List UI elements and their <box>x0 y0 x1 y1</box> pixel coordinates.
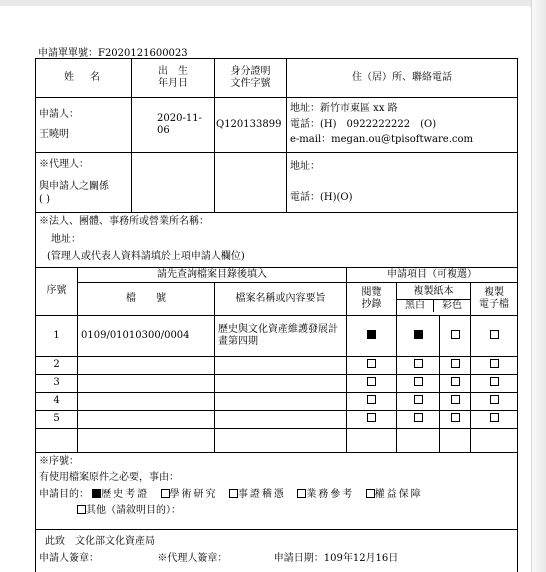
record-bw-cell <box>397 357 440 375</box>
color-checkbox[interactable] <box>451 330 460 339</box>
applicant-contact-cell <box>287 98 518 153</box>
record-seq: 2 <box>36 357 78 375</box>
record-file-name[interactable]: 歷史與文化資產維護發展計畫第四期 <box>215 316 347 357</box>
application-form-table <box>35 58 518 572</box>
purpose-checkbox-evidence[interactable] <box>229 489 238 498</box>
seq-label: ※序號： <box>39 456 79 467</box>
copy-paper-sub-header <box>397 299 470 313</box>
table-row <box>36 393 518 411</box>
applicant-signature-label: 申請人簽章： <box>39 552 99 564</box>
file-name-header: 檔案名稱或內容要旨 <box>215 283 347 316</box>
id-header <box>215 59 287 98</box>
name-header: 姓 名 <box>36 59 132 98</box>
agent-birth-cell <box>132 153 215 213</box>
applicant-address: 地址：新竹市東區 xx 路 <box>290 103 398 115</box>
record-color-cell <box>440 375 471 393</box>
record-seq: 5 <box>36 411 78 429</box>
purpose-option-evidence: 事證稽憑 <box>237 489 286 500</box>
purpose-other-line <box>39 505 514 518</box>
record-file-name[interactable] <box>215 411 347 429</box>
corporation-cell <box>36 213 518 268</box>
empty-cell <box>471 429 518 453</box>
digital-checkbox[interactable] <box>490 395 499 404</box>
purpose-checkbox-history[interactable] <box>92 489 101 498</box>
digital-checkbox[interactable] <box>490 377 499 386</box>
purpose-option-academic: 學術研究 <box>169 489 218 500</box>
record-bw-cell <box>397 411 440 429</box>
purpose-checkbox-rights[interactable] <box>366 489 375 498</box>
agent-contact-cell <box>287 153 518 213</box>
table-row <box>36 429 518 453</box>
record-file-name[interactable] <box>215 393 347 411</box>
applicant-birth-line1: 2020-11- <box>157 112 202 124</box>
read-checkbox[interactable] <box>367 413 376 422</box>
agent-id-cell <box>215 153 287 213</box>
empty-cell <box>36 429 78 453</box>
purpose-cell <box>36 453 518 530</box>
purpose-option-history: 歷史考證 <box>101 489 150 500</box>
record-read-cell <box>347 357 397 375</box>
address-header: 住（居）所、聯絡電話 <box>287 59 518 98</box>
record-color-cell <box>440 393 471 411</box>
record-digital-cell <box>471 357 518 375</box>
corporation-address-label: 地址： <box>51 233 81 245</box>
purpose-checkbox-other[interactable] <box>77 505 86 514</box>
record-file-name[interactable] <box>215 375 347 393</box>
record-digital-cell <box>471 375 518 393</box>
digital-header-line2: 電子檔 <box>479 299 510 310</box>
id-header-line1: 身分證明 <box>230 65 271 77</box>
digital-checkbox[interactable] <box>490 413 499 422</box>
record-file-no[interactable] <box>78 393 215 411</box>
read-checkbox[interactable] <box>367 395 376 404</box>
read-checkbox[interactable] <box>367 359 376 368</box>
bw-checkbox[interactable] <box>414 330 423 339</box>
record-read-cell <box>347 375 397 393</box>
record-read-cell <box>347 411 397 429</box>
record-digital-cell <box>471 393 518 411</box>
purpose-label: 申請目的： <box>39 489 89 500</box>
color-checkbox[interactable] <box>451 377 460 386</box>
record-bw-cell <box>397 375 440 393</box>
read-checkbox[interactable] <box>367 377 376 386</box>
copy-paper-label: 複製紙本 <box>413 286 454 297</box>
purpose-line <box>39 489 514 502</box>
purpose-option-business: 業務參考 <box>306 489 355 500</box>
record-seq: 3 <box>36 375 78 393</box>
applicant-birth-line2: 06 <box>157 125 170 136</box>
empty-cell <box>440 429 471 453</box>
copy-paper-header <box>397 283 471 316</box>
application-date: 申請日期：109年12月16日 <box>273 552 399 564</box>
bw-checkbox[interactable] <box>414 377 423 386</box>
applicant-name: 王曉明 <box>39 129 69 140</box>
record-file-name[interactable] <box>215 357 347 375</box>
record-file-no[interactable] <box>78 375 215 393</box>
corporation-name-label: ※法人、團體、事務所或營業所名稱： <box>39 216 209 228</box>
bw-header: 黑白 <box>397 300 434 313</box>
empty-cell <box>215 429 347 453</box>
agent-address: 地址： <box>290 161 320 172</box>
record-bw-cell <box>397 316 440 357</box>
table-row <box>36 375 518 393</box>
applicant-phone: 電話：(H) 0922222222 (O) <box>290 118 437 130</box>
record-digital-cell <box>471 316 518 357</box>
addressee: 此致 文化部文化資產局 <box>45 536 155 547</box>
digital-checkbox[interactable] <box>490 330 499 339</box>
id-header-line2: 文件字號 <box>230 78 271 89</box>
apply-items-header: 申請項目（可複選） <box>347 268 518 283</box>
table-row <box>36 411 518 429</box>
birth-header <box>132 59 215 98</box>
applicant-birth-cell <box>132 98 215 153</box>
table-row <box>36 316 518 357</box>
color-header: 彩色 <box>442 299 462 311</box>
record-read-cell <box>347 316 397 357</box>
agent-phone: 電話：(H)(O) <box>290 191 353 203</box>
agent-relation-paren: ( ) <box>39 193 50 205</box>
empty-cell <box>347 429 397 453</box>
agent-signature-label: ※代理人簽章： <box>157 552 228 564</box>
record-file-no[interactable] <box>78 357 215 375</box>
agent-relation: 與申請人之關係 <box>39 181 109 193</box>
bw-checkbox[interactable] <box>414 359 423 368</box>
corporation-note: (管理人或代表人資料請填於上項申請人欄位) <box>47 251 245 263</box>
read-header <box>347 283 397 316</box>
color-checkbox[interactable] <box>451 413 460 422</box>
signature-line <box>39 553 514 566</box>
seq-header: 序號 <box>36 268 78 316</box>
bw-checkbox[interactable] <box>414 395 423 404</box>
record-read-cell <box>347 393 397 411</box>
record-file-no[interactable]: 0109/01010300/0004 <box>78 316 215 357</box>
empty-cell <box>78 429 215 453</box>
agent-cell <box>36 153 132 213</box>
necessity-label: 有使用檔案原件之必要，事由： <box>39 471 179 483</box>
birth-header-line2: 年月日 <box>158 78 188 89</box>
record-color-cell <box>440 411 471 429</box>
record-color-cell <box>440 357 471 375</box>
applicant-email: e-mail：megan.ou@tpisoftware.com <box>290 134 473 146</box>
table-row <box>36 357 518 375</box>
read-header-line1: 閱覽 <box>361 286 382 298</box>
birth-header-line1: 出 生 <box>158 65 188 77</box>
color-checkbox[interactable] <box>451 359 460 368</box>
digital-checkbox[interactable] <box>490 359 499 368</box>
color-checkbox[interactable] <box>451 395 460 404</box>
read-header-line2: 抄錄 <box>361 299 382 310</box>
purpose-option-rights: 權益保障 <box>374 489 423 500</box>
record-digital-cell <box>471 411 518 429</box>
record-bw-cell <box>397 393 440 411</box>
purpose-checkbox-business[interactable] <box>297 489 306 498</box>
record-seq: 4 <box>36 393 78 411</box>
applicant-cell <box>36 98 132 153</box>
applicant-label: 申請人： <box>39 108 79 120</box>
lookup-header: 請先查詢檔案目錄後填入 <box>78 268 347 283</box>
signature-cell <box>36 530 518 572</box>
applicant-id-number: Q120133899 <box>215 98 287 153</box>
digital-header-line1: 複製 <box>484 286 505 298</box>
read-checkbox[interactable] <box>367 330 376 339</box>
record-file-no[interactable] <box>78 411 215 429</box>
application-number: 申請單單號：F2020121600023 <box>38 48 188 59</box>
record-seq: 1 <box>36 316 78 357</box>
digital-header <box>471 283 518 316</box>
bw-checkbox[interactable] <box>414 413 423 422</box>
purpose-checkbox-academic[interactable] <box>161 489 170 498</box>
vertical-scrollbar[interactable] <box>531 0 546 572</box>
record-color-cell <box>440 316 471 357</box>
empty-cell <box>397 429 440 453</box>
purpose-option-other: 其他（請敘明目的）： <box>86 504 181 516</box>
file-no-header: 檔 號 <box>78 283 215 316</box>
agent-label: ※代理人： <box>39 158 89 170</box>
